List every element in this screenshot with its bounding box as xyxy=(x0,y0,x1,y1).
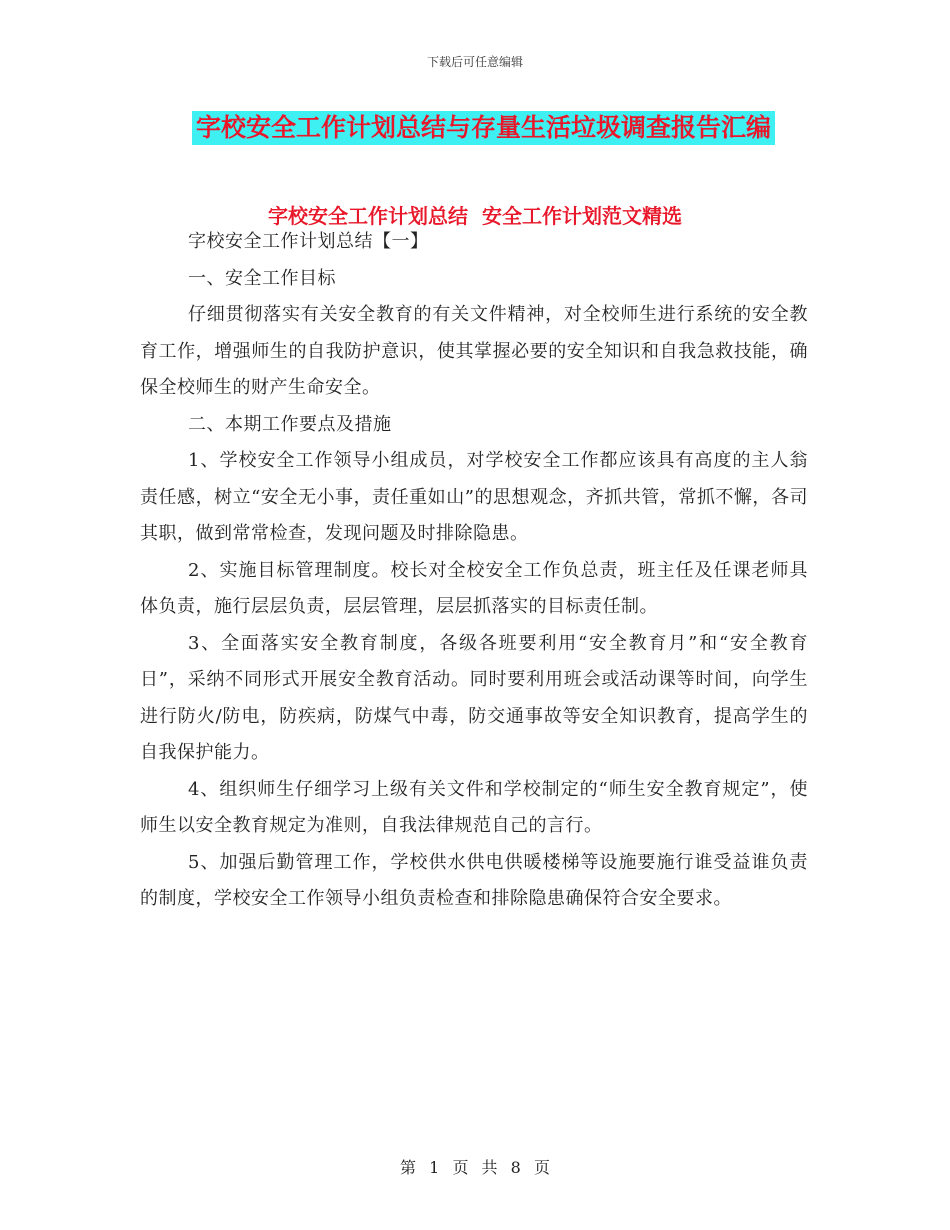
document-sub-title: 字校安全工作计划总结 安全工作计划范文精选 xyxy=(268,204,682,228)
paragraph-measure-4: 4、组织师生仔细学习上级有关文件和学校制定的“师生安全教育规定”，使师生以安全教育规定为准则，自我法律规范自己的言行。 xyxy=(140,778,808,836)
footer-label-page: 第 xyxy=(400,1158,417,1177)
paragraph-goal-text: 仔细贯彻落实有关安全教育的有关文件精神，对全校师生进行系统的安全教育工作，增强师生的自我防护意识，使其掌握必要的安全知识和自我急救技能，确保全校师生的财产生命安全。 xyxy=(140,304,808,398)
paragraph-measure-3: 3、全面落实安全教育制度，各级各班要利用“安全教育月”和“安全教育日”，采纳不同形式开展安全教育活动。同时要利用班会或活动课等时间，向学生进行防火/防电，防疾病，防煤气中毒，防交通事故等安全知识教育，提高学生的自我保护能力。 xyxy=(140,632,808,763)
page-header-note: 下载后可任意编辑 xyxy=(426,55,523,69)
paragraph-heading-measures: 二、本期工作要点及措施 xyxy=(188,413,392,435)
document-main-title: 字校安全工作计划总结与存量生活垃圾调查报告汇编 xyxy=(192,111,775,145)
paragraph-measure-1: 1、学校安全工作领导小组成员，对学校安全工作都应该具有高度的主人翁责任感，树立“安全无小事，责任重如山”的思想观念，齐抓共管，常抓不懈，各司其职，做到常常检查，发现问题及时排除隐患。 xyxy=(140,450,808,544)
paragraph-measure-2: 2、实施目标管理制度。校长对全校安全工作负总责，班主任及任课老师具体负责，施行层层负责，层层管理，层层抓落实的目标责任制。 xyxy=(140,559,808,617)
footer-label-total: 共 xyxy=(481,1158,498,1177)
paragraph-section-heading: 字校安全工作计划总结【一】 xyxy=(188,231,429,252)
footer-label-total-unit: 页 xyxy=(533,1158,550,1177)
document-body xyxy=(140,224,808,918)
paragraph-heading-goal: 一、安全工作目标 xyxy=(188,267,336,289)
footer-label-page-unit: 页 xyxy=(452,1158,469,1177)
page-number-footer xyxy=(0,1155,950,1178)
footer-current-page: 1 xyxy=(429,1158,440,1177)
paragraph-measure-5: 5、加强后勤管理工作，学校供水供电供暖楼梯等设施要施行谁受益谁负责的制度，学校安全工作领导小组负责检查和排除隐患确保符合安全要求。 xyxy=(140,851,808,909)
footer-total-pages: 8 xyxy=(510,1158,521,1177)
